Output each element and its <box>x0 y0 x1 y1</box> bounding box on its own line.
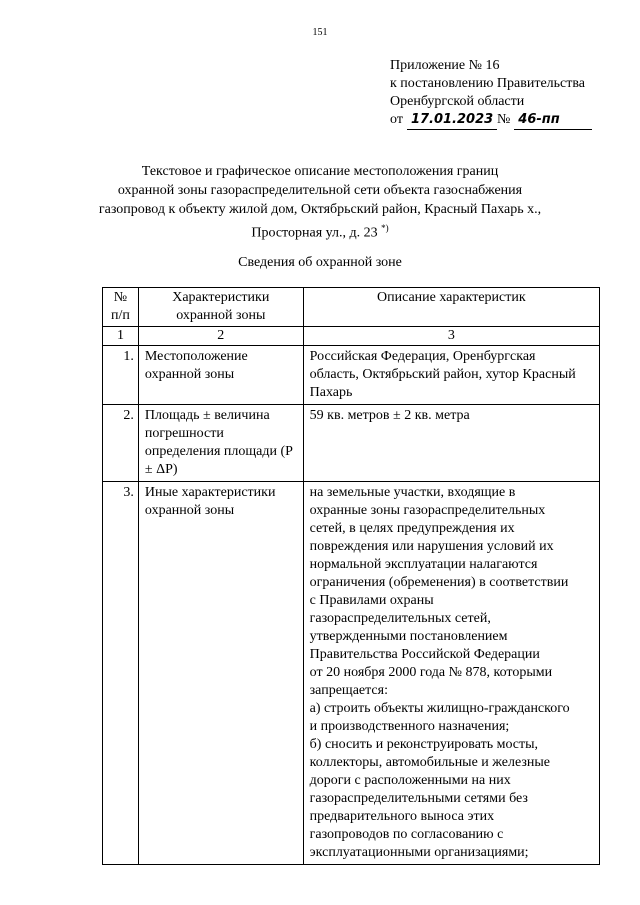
value-line: запрещается: <box>309 683 388 698</box>
value-line: и производственного назначения; <box>309 719 510 734</box>
value-line: дороги с расположенными на них <box>309 773 511 788</box>
value-line: газораспределительных сетей, <box>309 611 491 626</box>
value-line: нормальной эксплуатации налагаются <box>309 557 538 572</box>
value-line: охранные зоны газораспределительных <box>309 503 546 518</box>
header-cell-characteristics: Характеристики охранной зоны <box>138 288 303 327</box>
appendix-block <box>390 57 592 130</box>
appendix-line: Приложение № 16 <box>390 58 500 73</box>
value-line: коллекторы, автомобильные и железные <box>309 755 551 770</box>
row-key: Иные характеристики охранной зоны <box>138 482 303 865</box>
value-line: газопроводов по согласованию с <box>309 827 504 842</box>
value-line: на земельные участки, входящие в <box>309 485 516 500</box>
table-row <box>103 346 600 405</box>
value-line: повреждения или нарушения условий их <box>309 539 554 554</box>
row-key: Площадь ± величина погрешности определения площади (Р ± ΔР) <box>138 405 303 482</box>
value-line: а) строить объекты жилищно-гражданского <box>309 701 570 716</box>
table-row <box>103 482 600 865</box>
value-line: Правительства Российской Федерации <box>309 647 540 662</box>
section-subtitle: Сведения об охранной зоне <box>238 255 402 270</box>
date-prefix: от <box>390 112 403 127</box>
table-row <box>103 405 600 482</box>
value-line: б) сносить и реконструировать мосты, <box>309 737 539 752</box>
value-line: Российская Федерация, Оренбургская <box>309 349 536 364</box>
value-line: 59 кв. метров ± 2 кв. метра <box>309 408 470 423</box>
appendix-line: к постановлению Правительства <box>390 76 586 91</box>
header-cell-number: № п/п <box>103 288 139 327</box>
value-line: область, Октябрьский район, хутор Красный <box>309 367 576 382</box>
column-number: 3 <box>303 327 599 346</box>
number-sign: № <box>496 112 511 127</box>
row-key: Местоположение охранной зоны <box>138 346 303 405</box>
title-line: Просторная ул., д. 23 <box>251 225 378 241</box>
appendix-date-line <box>390 111 592 130</box>
value-line: ограничения (обременения) в соответствии <box>309 575 569 590</box>
appendix-line: Оренбургской области <box>390 94 525 109</box>
row-value <box>303 405 599 482</box>
title-line: газопровод к объекту жилой дом, Октябрьский район, Красный Пахарь х., <box>98 202 542 217</box>
footnote-mark: *) <box>381 223 389 233</box>
value-line: сетей, в целях предупреждения их <box>309 521 515 536</box>
value-line: предварительного выноса этих <box>309 809 495 824</box>
row-number: 3. <box>103 482 139 865</box>
handwritten-date: 17.01.2023 <box>407 111 497 130</box>
value-line: с Правилами охраны <box>309 593 434 608</box>
title-line: охранной зоны газораспределительной сети объекта газоснабжения <box>117 183 523 198</box>
zone-table <box>102 287 600 865</box>
column-number-row <box>103 327 600 346</box>
value-line: Пахарь <box>309 385 353 400</box>
title-line-last <box>60 219 580 243</box>
value-line: утвержденными постановлением <box>309 629 508 644</box>
value-line: от 20 ноября 2000 года № 878, которыми <box>309 665 553 680</box>
row-number: 1. <box>103 346 139 405</box>
handwritten-number: 46-пп <box>514 111 592 130</box>
table-header-row <box>103 288 600 327</box>
row-number: 2. <box>103 405 139 482</box>
value-line: газораспределительными сетями без <box>309 791 528 806</box>
row-value <box>303 346 599 405</box>
row-value <box>303 482 599 865</box>
document-title <box>60 162 580 243</box>
column-number: 1 <box>103 327 139 346</box>
value-line: эксплуатационными организациями; <box>309 845 529 860</box>
page-number: 151 <box>312 27 328 38</box>
title-line: Текстовое и графическое описание местоположения границ <box>141 164 499 179</box>
header-cell-description: Описание характеристик <box>303 288 599 327</box>
column-number: 2 <box>138 327 303 346</box>
